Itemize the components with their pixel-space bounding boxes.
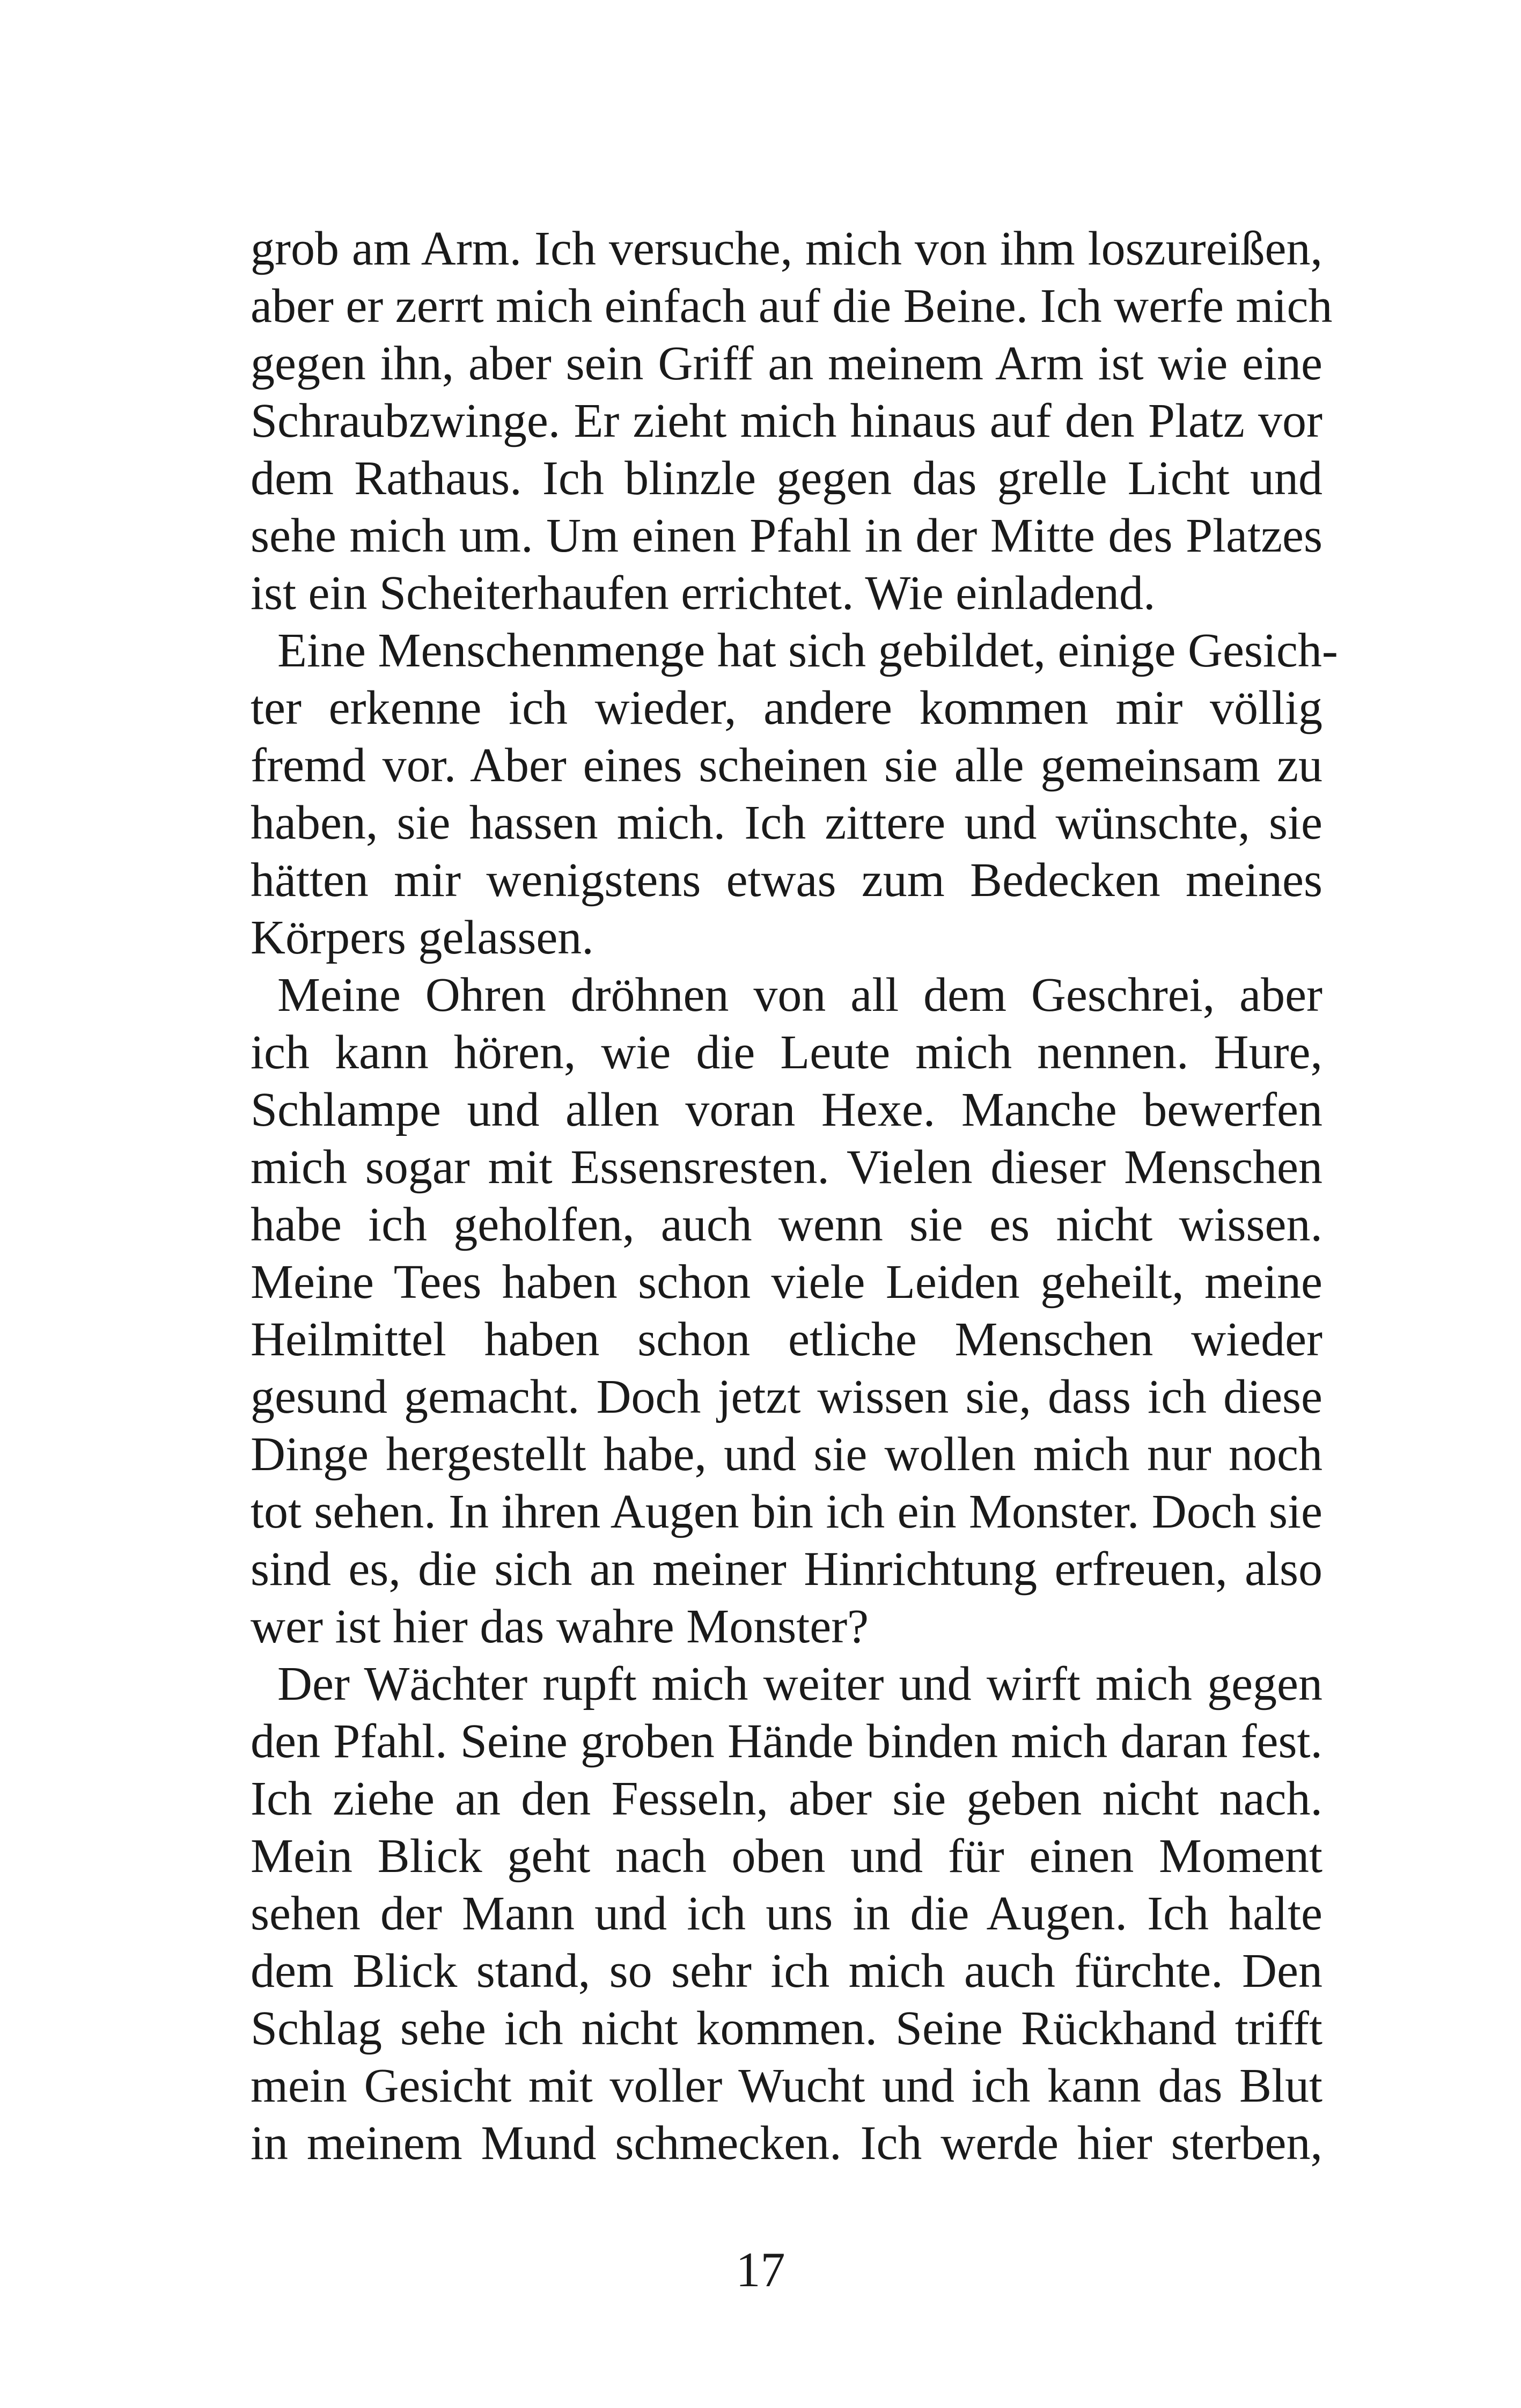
text-line: Heilmittel haben schon etliche Menschen wieder bbox=[251, 1313, 1322, 1366]
text-line: aber er zerrt mich einfach auf die Beine. Ich werfe mich bbox=[251, 280, 1333, 333]
text-line: Schlag sehe ich nicht kommen. Seine Rückhand trifft bbox=[251, 2002, 1322, 2055]
text-line: Meine Tees haben schon viele Leiden geheilt, meine bbox=[251, 1256, 1322, 1309]
text-line: Schraubzwinge. Er zieht mich hinaus auf den Platz vor bbox=[251, 394, 1322, 447]
text-line: Der Wächter rupft mich weiter und wirft mich gegen bbox=[277, 1657, 1322, 1710]
text-line: habe ich geholfen, auch wenn sie es nicht wissen. bbox=[251, 1198, 1322, 1251]
text-line: hätten mir wenigstens etwas zum Bedecken meines bbox=[251, 854, 1322, 907]
text-line: dem Rathaus. Ich blinzle gegen das grelle Licht und bbox=[251, 452, 1322, 505]
text-line: sehe mich um. Um einen Pfahl in der Mitte des Platzes bbox=[251, 509, 1322, 562]
text-line: wer ist hier das wahre Monster? bbox=[251, 1600, 869, 1653]
text-line: Dinge hergestellt habe, und sie wollen mich nur noch bbox=[251, 1428, 1322, 1481]
text-line: Körpers gelassen. bbox=[251, 911, 594, 964]
text-line: den Pfahl. Seine groben Hände binden mich daran fest. bbox=[251, 1715, 1322, 1768]
text-line: Meine Ohren dröhnen von all dem Geschrei, aber bbox=[277, 968, 1322, 1022]
text-line: haben, sie hassen mich. Ich zittere und wünschte, sie bbox=[251, 796, 1322, 849]
text-line: Ich ziehe an den Fesseln, aber sie geben nicht nach. bbox=[251, 1772, 1322, 1825]
body-text bbox=[251, 220, 1338, 2172]
page-number: 17 bbox=[736, 2242, 785, 2297]
text-line: tot sehen. In ihren Augen bin ich ein Monster. Doch sie bbox=[251, 1485, 1322, 1538]
text-line: grob am Arm. Ich versuche, mich von ihm loszureißen, bbox=[251, 222, 1322, 275]
text-line: mich sogar mit Essensresten. Vielen dieser Menschen bbox=[251, 1141, 1322, 1194]
text-line: in meinem Mund schmecken. Ich werde hier sterben, bbox=[251, 2117, 1322, 2170]
text-line: Eine Menschenmenge hat sich gebildet, einige Gesich- bbox=[277, 624, 1338, 677]
text-line: mein Gesicht mit voller Wucht und ich kann das Blut bbox=[251, 2059, 1322, 2112]
text-line: dem Blick stand, so sehr ich mich auch fürchte. Den bbox=[251, 1944, 1322, 1998]
text-line: sind es, die sich an meiner Hinrichtung erfreuen, also bbox=[251, 1543, 1322, 1596]
text-line: ist ein Scheiterhaufen errichtet. Wie einladend. bbox=[251, 567, 1156, 620]
text-line: ter erkenne ich wieder, andere kommen mir völlig bbox=[251, 681, 1322, 735]
text-line: Mein Blick geht nach oben und für einen Moment bbox=[251, 1830, 1322, 1883]
text-line: gegen ihn, aber sein Griff an meinem Arm ist wie eine bbox=[251, 337, 1322, 390]
text-line: sehen der Mann und ich uns in die Augen. Ich halte bbox=[251, 1887, 1322, 1940]
text-line: ich kann hören, wie die Leute mich nennen. Hure, bbox=[251, 1026, 1322, 1079]
text-line: Schlampe und allen voran Hexe. Manche bewerfen bbox=[251, 1083, 1322, 1136]
text-line: gesund gemacht. Doch jetzt wissen sie, dass ich diese bbox=[251, 1370, 1322, 1423]
text-line: fremd vor. Aber eines scheinen sie alle gemeinsam zu bbox=[251, 739, 1322, 792]
